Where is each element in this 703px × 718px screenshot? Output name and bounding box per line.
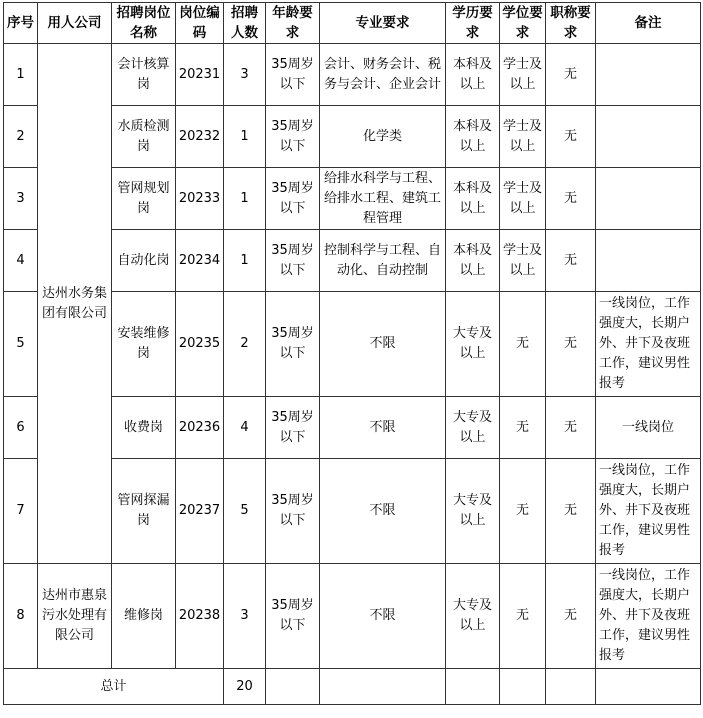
- cell-note: [596, 230, 701, 292]
- cell-degree: 无: [500, 397, 546, 459]
- cell-position: 管网探漏岗: [112, 459, 176, 564]
- header-code: 岗位编码: [176, 3, 224, 44]
- header-count: 招聘人数: [224, 3, 266, 44]
- cell-count: 4: [224, 397, 266, 459]
- header-position: 招聘岗位名称: [112, 3, 176, 44]
- cell-count: 3: [224, 564, 266, 669]
- cell-age: 35周岁以下: [266, 168, 320, 230]
- cell-no: 4: [4, 230, 38, 292]
- cell-position: 管网规划岗: [112, 168, 176, 230]
- cell-position: 安装维修岗: [112, 292, 176, 397]
- cell-position: 自动化岗: [112, 230, 176, 292]
- total-label: 总计: [4, 669, 224, 705]
- cell-age: 35周岁以下: [266, 459, 320, 564]
- cell-major: 会计、财务会计、税务与会计、企业会计: [320, 44, 446, 106]
- total-empty-cell: [446, 669, 500, 705]
- cell-age: 35周岁以下: [266, 230, 320, 292]
- cell-code: 20235: [176, 292, 224, 397]
- cell-code: 20236: [176, 397, 224, 459]
- table-row: [4, 564, 701, 669]
- cell-no: 1: [4, 44, 38, 106]
- cell-edu: 本科及以上: [446, 168, 500, 230]
- cell-edu: 本科及以上: [446, 230, 500, 292]
- cell-age: 35周岁以下: [266, 106, 320, 168]
- cell-title: 无: [546, 44, 596, 106]
- cell-degree: 学士及以上: [500, 106, 546, 168]
- cell-degree: 无: [500, 459, 546, 564]
- cell-note: [596, 44, 701, 106]
- cell-edu: 大专及以上: [446, 397, 500, 459]
- header-age: 年龄要求: [266, 3, 320, 44]
- cell-title: 无: [546, 292, 596, 397]
- cell-position: 水质检测岗: [112, 106, 176, 168]
- cell-edu: 本科及以上: [446, 44, 500, 106]
- header-edu: 学历要求: [446, 3, 500, 44]
- cell-no: 5: [4, 292, 38, 397]
- cell-major: 控制科学与工程、自动化、自动控制: [320, 230, 446, 292]
- cell-no: 6: [4, 397, 38, 459]
- cell-age: 35周岁以下: [266, 292, 320, 397]
- cell-age: 35周岁以下: [266, 44, 320, 106]
- cell-title: 无: [546, 564, 596, 669]
- cell-code: 20238: [176, 564, 224, 669]
- cell-note: [596, 106, 701, 168]
- cell-count: 3: [224, 44, 266, 106]
- cell-edu: 大专及以上: [446, 459, 500, 564]
- cell-major: 给排水科学与工程、给排水工程、建筑工程管理: [320, 168, 446, 230]
- cell-degree: 无: [500, 292, 546, 397]
- header-title: 职称要求: [546, 3, 596, 44]
- cell-major: 不限: [320, 397, 446, 459]
- cell-count: 2: [224, 292, 266, 397]
- header-row: [4, 3, 701, 44]
- cell-note: [596, 168, 701, 230]
- cell-code: 20233: [176, 168, 224, 230]
- total-empty-cell: [266, 669, 320, 705]
- cell-major: 不限: [320, 292, 446, 397]
- cell-company: 达州市惠泉污水处理有限公司: [38, 564, 112, 669]
- cell-no: 7: [4, 459, 38, 564]
- cell-age: 35周岁以下: [266, 564, 320, 669]
- total-empty-cell: [500, 669, 546, 705]
- cell-code: 20231: [176, 44, 224, 106]
- cell-no: 3: [4, 168, 38, 230]
- header-major: 专业要求: [320, 3, 446, 44]
- cell-position: 维修岗: [112, 564, 176, 669]
- cell-code: 20232: [176, 106, 224, 168]
- cell-degree: 无: [500, 564, 546, 669]
- cell-major: 不限: [320, 459, 446, 564]
- cell-no: 2: [4, 106, 38, 168]
- header-no: 序号: [4, 3, 38, 44]
- total-empty-cell: [320, 669, 446, 705]
- cell-count: 1: [224, 230, 266, 292]
- recruitment-table: [3, 2, 701, 705]
- cell-company: 达州水务集团有限公司: [38, 44, 112, 564]
- cell-note: 一线岗位，工作强度大，长期户外、井下及夜班工作，建议男性报考: [596, 564, 701, 669]
- cell-age: 35周岁以下: [266, 397, 320, 459]
- cell-note: 一线岗位，工作强度大，长期户外、井下及夜班工作，建议男性报考: [596, 292, 701, 397]
- cell-degree: 学士及以上: [500, 44, 546, 106]
- cell-position: 收费岗: [112, 397, 176, 459]
- total-empty-cell: [546, 669, 596, 705]
- cell-code: 20237: [176, 459, 224, 564]
- cell-edu: 大专及以上: [446, 564, 500, 669]
- cell-edu: 本科及以上: [446, 106, 500, 168]
- cell-note: 一线岗位，工作强度大，长期户外、井下及夜班工作，建议男性报考: [596, 459, 701, 564]
- cell-title: 无: [546, 168, 596, 230]
- cell-title: 无: [546, 459, 596, 564]
- cell-no: 8: [4, 564, 38, 669]
- cell-title: 无: [546, 397, 596, 459]
- header-company: 用人公司: [38, 3, 112, 44]
- cell-degree: 学士及以上: [500, 168, 546, 230]
- cell-major: 不限: [320, 564, 446, 669]
- cell-count: 5: [224, 459, 266, 564]
- total-empty-cell: [596, 669, 701, 705]
- header-note: 备注: [596, 3, 701, 44]
- cell-edu: 大专及以上: [446, 292, 500, 397]
- cell-code: 20234: [176, 230, 224, 292]
- cell-position: 会计核算岗: [112, 44, 176, 106]
- total-row: [4, 669, 701, 705]
- cell-title: 无: [546, 230, 596, 292]
- table-row: [4, 44, 701, 106]
- cell-note: 一线岗位: [596, 397, 701, 459]
- cell-major: 化学类: [320, 106, 446, 168]
- header-degree: 学位要求: [500, 3, 546, 44]
- cell-count: 1: [224, 106, 266, 168]
- total-count: 20: [224, 669, 266, 705]
- cell-degree: 学士及以上: [500, 230, 546, 292]
- cell-title: 无: [546, 106, 596, 168]
- cell-count: 1: [224, 168, 266, 230]
